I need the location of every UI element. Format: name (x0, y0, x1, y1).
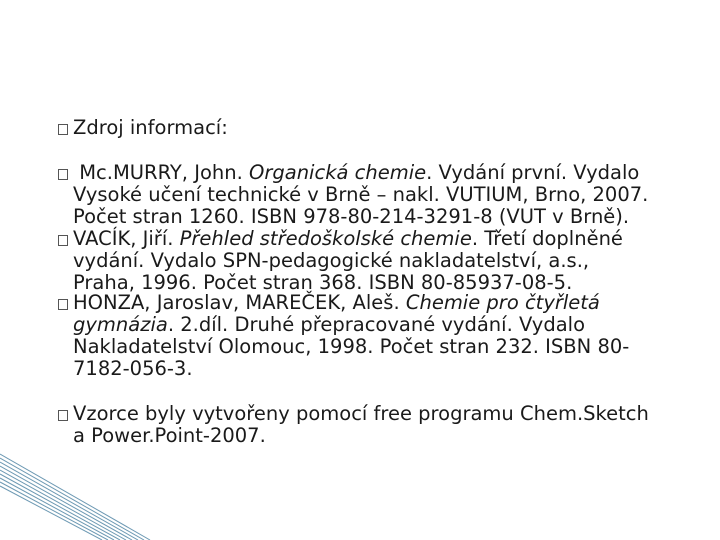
note-text: a Power.Point-2007. (73, 424, 266, 447)
bullet-icon (58, 169, 68, 180)
ref-title: Přehled středoškolské chemie (179, 227, 472, 250)
stripe-line (0, 470, 126, 540)
ref-title: Chemie pro čtyřletá (405, 291, 600, 314)
bullet-icon (58, 410, 68, 421)
ref-text: . Vydání první. Vydalo (426, 161, 640, 184)
ref-title: gymnázia (73, 313, 168, 336)
stripe-line (0, 482, 108, 540)
ref-text: VACÍK, Jiří. (73, 227, 180, 250)
note-text: Vzorce byly vytvořeny pomocí free programu Chem.Sketch (73, 402, 649, 425)
bullet-icon (58, 299, 68, 310)
ref-text: HONZA, Jaroslav, MAREČEK, Aleš. (73, 291, 406, 314)
ref-text: . 2.díl. Druhé přepracované vydání. Vydalo (167, 313, 586, 336)
reference-3 (58, 292, 698, 380)
ref-text: Vysoké učení technické v Brně – nakl. VUTIUM, Brno, 2007. (73, 183, 649, 206)
ref-text: vydání. Vydalo SPN-pedagogické nakladatelství, a.s., (73, 249, 590, 272)
corner-decoration (0, 450, 160, 540)
heading-label: Zdroj informací: (73, 116, 228, 139)
software-note (58, 403, 698, 447)
ref-title: Organická chemie (249, 161, 427, 184)
ref-text: Počet stran 1260. ISBN 978-80-214-3291-8 (VUT v Brně). (73, 205, 630, 228)
ref-text: . Třetí doplněné (471, 227, 623, 250)
stripe-line (0, 454, 150, 540)
stripe-line (0, 474, 120, 540)
bullet-icon (58, 124, 68, 135)
ref-text: Nakladatelství Olomouc, 1998. Počet stran 232. ISBN 80- (73, 335, 630, 358)
sources-heading (58, 117, 698, 139)
ref-text: Mc.MURRY, John. (73, 161, 249, 184)
stripe-line (0, 462, 138, 540)
bullet-icon (58, 235, 68, 246)
ref-text: Praha, 1996. Počet stran 368. ISBN 80-85937-08-5. (73, 271, 573, 294)
stripe-line (0, 466, 132, 540)
reference-1 (58, 162, 698, 228)
ref-text: 7182-056-3. (73, 357, 193, 380)
stripe-line (0, 458, 144, 540)
stripe-lines (0, 454, 150, 540)
reference-2 (58, 228, 698, 294)
